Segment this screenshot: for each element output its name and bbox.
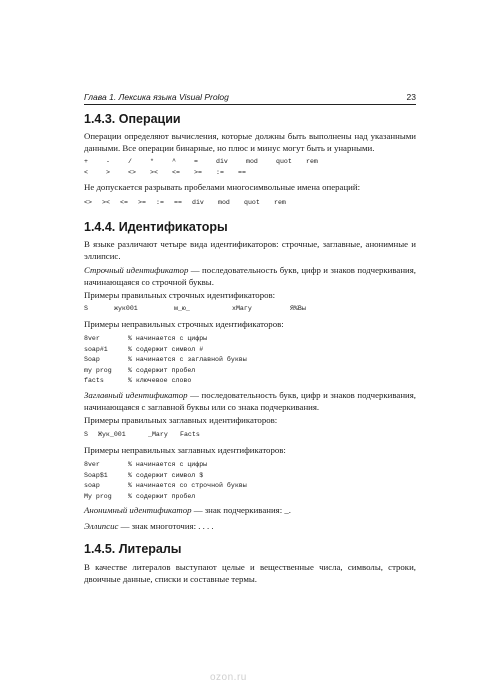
invalid-identifier-row [84, 355, 416, 366]
operator-token: >< [150, 169, 158, 176]
uppercase-ok-intro: Примеры правильных заглавных идентификаторов: [84, 415, 278, 425]
operations-paragraph: Операции определяют вычисления, которые должны быть выполнены над указанными данными. Все операции бинарные, но плюс и минус могут быть и унарными. [84, 131, 416, 153]
operators-row-3 [84, 198, 416, 209]
operator-token: mod [246, 158, 258, 165]
operator-token: <= [172, 169, 180, 176]
operator-token: < [84, 169, 88, 176]
uppercase-bad-intro: Примеры неправильных заглавных идентификаторов: [84, 445, 286, 455]
identifier-comment: % начинается с цифры [128, 461, 208, 468]
operator-token: >= [138, 199, 146, 206]
operator-token: <> [128, 169, 136, 176]
operator-token: == [174, 199, 182, 206]
operator-token: rem [274, 199, 286, 206]
operator-token: * [150, 158, 154, 165]
identifier-comment: % содержит символ # [128, 345, 204, 353]
page-number: 23 [406, 92, 416, 102]
section-heading-identifiers: 1.4.4. Идентификаторы [84, 220, 228, 234]
operator-token: - [106, 158, 110, 165]
invalid-identifier-row [84, 471, 416, 482]
operator-token: div [192, 199, 204, 206]
operator-token: quot [276, 158, 292, 165]
operator-token: rem [306, 158, 318, 165]
operator-token: / [128, 158, 132, 165]
invalid-identifier-row [84, 492, 416, 503]
literals-paragraph: В качестве литералов выступают целые и вещественные числа, символы, строки, двоичные данные, списки и составные термы. [84, 562, 416, 584]
identifier-example: хМагу [232, 305, 252, 312]
identifier-example: Facts [180, 431, 200, 438]
invalid-identifier: soap [84, 482, 100, 489]
operator-token: quot [244, 199, 260, 206]
operator-token: ^ [172, 158, 176, 165]
uppercase-term: Заглавный идентификатор [84, 390, 188, 400]
lowercase-bad-intro: Примеры неправильных строчных идентификаторов: [84, 319, 284, 329]
invalid-identifier-row [84, 345, 416, 356]
operator-token: > [106, 169, 110, 176]
identifier-example: м_ю_ [174, 305, 190, 312]
operator-token: mod [218, 199, 230, 206]
operator-token: <= [120, 199, 128, 206]
ellipsis-def-text: — знак многоточия: . . . . [118, 521, 214, 531]
identifier-example: S [84, 431, 88, 438]
operator-token: := [216, 169, 224, 176]
invalid-identifier: My prog [84, 492, 112, 500]
operator-token: := [156, 199, 164, 206]
invalid-identifier: my prog [84, 366, 112, 374]
section-heading-literals: 1.4.5. Литералы [84, 542, 182, 556]
invalid-identifier: 8ver [84, 461, 100, 468]
operator-token: >< [102, 199, 110, 206]
invalid-identifier-row [84, 376, 416, 387]
ellipsis-term: Эллипсис [84, 521, 119, 531]
anonymous-def-text: — знак подчеркивания: _. [191, 505, 291, 515]
identifier-comment: % содержит пробел [128, 366, 196, 374]
operator-token: == [238, 169, 246, 176]
lowercase-term: Строчный идентификатор [84, 265, 189, 275]
lowercase-bad-examples [84, 334, 416, 387]
invalid-identifier: Soap$1 [84, 471, 108, 479]
lowercase-ok-intro: Примеры правильных строчных идентификаторов: [84, 290, 276, 300]
invalid-identifier-row [84, 460, 416, 471]
identifier-comment: % ключевое слово [128, 377, 192, 384]
operator-token: div [216, 158, 228, 165]
chapter-title: Глава 1. Лексика языка Visual Prolog [84, 92, 229, 102]
lowercase-definition [84, 264, 416, 288]
operators-row-2 [84, 168, 416, 179]
identifier-comment: % начинается со строчной буквы [128, 482, 247, 489]
operator-token: >= [194, 169, 202, 176]
lowercase-def-text: — последовательность букв, цифр и знаков подчеркивания, начинающаяся со строчной буквы. [84, 265, 416, 287]
identifier-comment: % содержит символ $ [128, 471, 204, 479]
uppercase-def-text: — последовательность букв, цифр и знаков подчеркивания, начинающаяся с заглавной буквы или со знака подчеркивания. [84, 390, 416, 412]
uppercase-ok-examples [84, 430, 416, 441]
operations-note: Не допускается разрывать пробелами многосимвольные имена операций: [84, 182, 361, 192]
identifier-example: _Mary [148, 431, 168, 438]
running-head [84, 92, 416, 105]
identifier-comment: % начинается с цифры [128, 335, 208, 342]
identifier-example: Жук_001 [98, 431, 126, 438]
identifiers-intro: В языке различают четыре вида идентификаторов: строчные, заглавные, анонимные и эллипсис. [84, 239, 416, 261]
operator-token: <> [84, 199, 92, 206]
operator-token: = [194, 158, 198, 165]
ellipsis-definition [84, 520, 416, 532]
uppercase-definition [84, 389, 416, 413]
identifier-example: жук001 [114, 305, 138, 312]
invalid-identifier-row [84, 481, 416, 492]
anonymous-definition [84, 504, 416, 516]
invalid-identifier-row [84, 334, 416, 345]
identifier-example: Я%Вы [290, 305, 306, 312]
identifier-comment: % начинается с заглавной буквы [128, 356, 247, 363]
identifier-example: S [84, 305, 88, 312]
invalid-identifier: facts [84, 377, 104, 384]
lowercase-ok-examples [84, 304, 416, 315]
operator-token: + [84, 158, 88, 165]
watermark: ozon.ru [210, 672, 247, 683]
identifier-comment: % содержит пробел [128, 492, 196, 500]
anonymous-term: Анонимный идентификатор [84, 505, 192, 515]
operators-row-1 [84, 157, 416, 168]
invalid-identifier: soap#1 [84, 345, 108, 353]
section-heading-operations: 1.4.3. Операции [84, 112, 181, 126]
invalid-identifier-row [84, 366, 416, 377]
uppercase-bad-examples [84, 460, 416, 502]
invalid-identifier: Soap [84, 356, 100, 363]
invalid-identifier: 8ver [84, 335, 100, 342]
